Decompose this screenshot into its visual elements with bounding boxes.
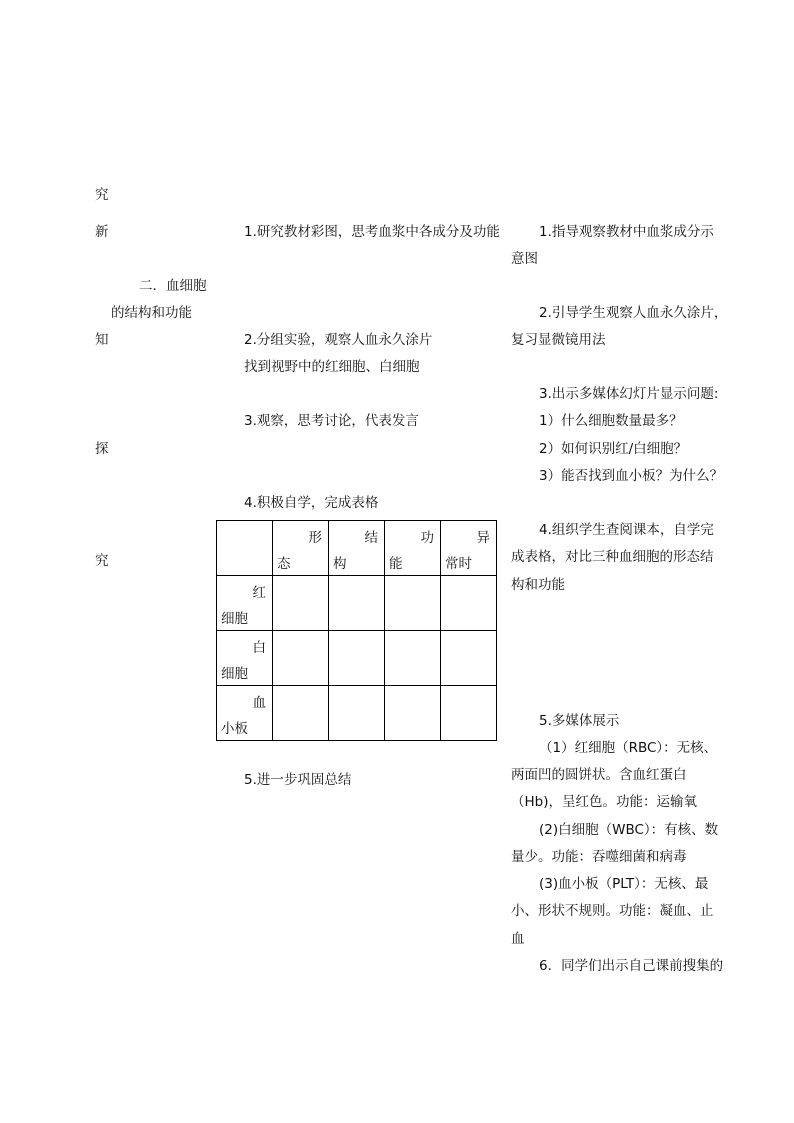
- table-cell: [329, 631, 385, 686]
- table-cell: [273, 576, 329, 631]
- table-cell: [273, 631, 329, 686]
- table-header-cell: 结 构: [329, 521, 385, 576]
- wbc-line-1: (2)白细胞（WBC）：有核、数: [539, 822, 719, 838]
- table-cell: [441, 631, 497, 686]
- table-cell: [329, 576, 385, 631]
- table-row: [217, 631, 497, 686]
- table-header-cell: 异 常时: [441, 521, 497, 576]
- question-1: 1）什么细胞数量最多？: [539, 413, 683, 429]
- plt-line-2: 小、形状不规则。功能：凝血、止: [511, 903, 714, 919]
- wbc-line-2: 量少。功能：吞噬细菌和病毒: [511, 849, 687, 865]
- table-row: [217, 576, 497, 631]
- table-cell: [329, 686, 385, 741]
- table-cell: [273, 686, 329, 741]
- question-3: 3）能否找到血小板？为什么？: [539, 468, 724, 484]
- teacher-item-5-title: 5.多媒体展示: [539, 713, 620, 729]
- left-char-jiu: 究: [95, 187, 109, 203]
- table-cell: [385, 576, 441, 631]
- activity-item-2-line2: 找到视野中的红细胞、白细胞: [244, 359, 420, 375]
- rbc-line-2: 两面凹的圆饼状。含血红蛋白: [511, 767, 687, 783]
- activity-item-3: 3.观察，思考讨论，代表发言: [244, 413, 419, 429]
- activity-item-2-line1: 2.分组实验，观察人血永久涂片: [244, 332, 433, 348]
- teacher-item-3-line1: 3.出示多媒体幻灯片显示问题:: [539, 386, 719, 402]
- left-char-tan: 探: [95, 441, 109, 457]
- table-row: [217, 686, 497, 741]
- left-char-jiu-2: 究: [95, 553, 109, 569]
- teacher-item-4-line1: 4.组织学生查阅课本，自学完: [539, 522, 714, 538]
- teacher-item-1-line2: 意图: [511, 251, 538, 267]
- section-heading-line2: 的结构和功能: [111, 305, 192, 321]
- table-header-row: [217, 521, 497, 576]
- table-row-header: 血 小板: [217, 686, 273, 741]
- table-row-header: 白 细胞: [217, 631, 273, 686]
- table-cell: [441, 576, 497, 631]
- table-corner-cell: [217, 521, 273, 576]
- section-heading-line1: 二．血细胞: [139, 278, 207, 294]
- teacher-item-2-line1: 2.引导学生观察人血永久涂片，: [539, 305, 728, 321]
- plt-line-3: 血: [511, 931, 525, 947]
- table-cell: [385, 686, 441, 741]
- table-cell: [385, 631, 441, 686]
- activity-item-5: 5.进一步巩固总结: [244, 772, 352, 788]
- left-char-zhi: 知: [95, 332, 109, 348]
- table-cell: [441, 686, 497, 741]
- teacher-item-2-line2: 复习显微镜用法: [511, 332, 606, 348]
- table-header-cell: 功 能: [385, 521, 441, 576]
- table-header-cell: 形 态: [273, 521, 329, 576]
- question-2: 2）如何识别红/白细胞？: [539, 441, 688, 457]
- plt-line-1: (3)血小板（PLT）：无核、最: [539, 876, 709, 892]
- teacher-item-4-line2: 成表格，对比三种血细胞的形态结: [511, 549, 714, 565]
- blood-cell-table: [216, 520, 497, 741]
- activity-item-1: 1.研究教材彩图，思考血浆中各成分及功能: [244, 224, 500, 240]
- table-row-header: 红 细胞: [217, 576, 273, 631]
- rbc-line-3: （Hb)，呈红色。功能：运输氧: [511, 794, 697, 810]
- activity-item-4: 4.积极自学，完成表格: [244, 495, 379, 511]
- teacher-item-1-line1: 1.指导观察教材中血浆成分示: [539, 224, 714, 240]
- left-char-xin: 新: [95, 224, 109, 240]
- teacher-item-6-line1: 6．同学们出示自己课前搜集的: [539, 958, 724, 974]
- teacher-item-4-line3: 构和功能: [511, 577, 565, 593]
- rbc-line-1: （1）红细胞（RBC）：无核、: [539, 740, 718, 756]
